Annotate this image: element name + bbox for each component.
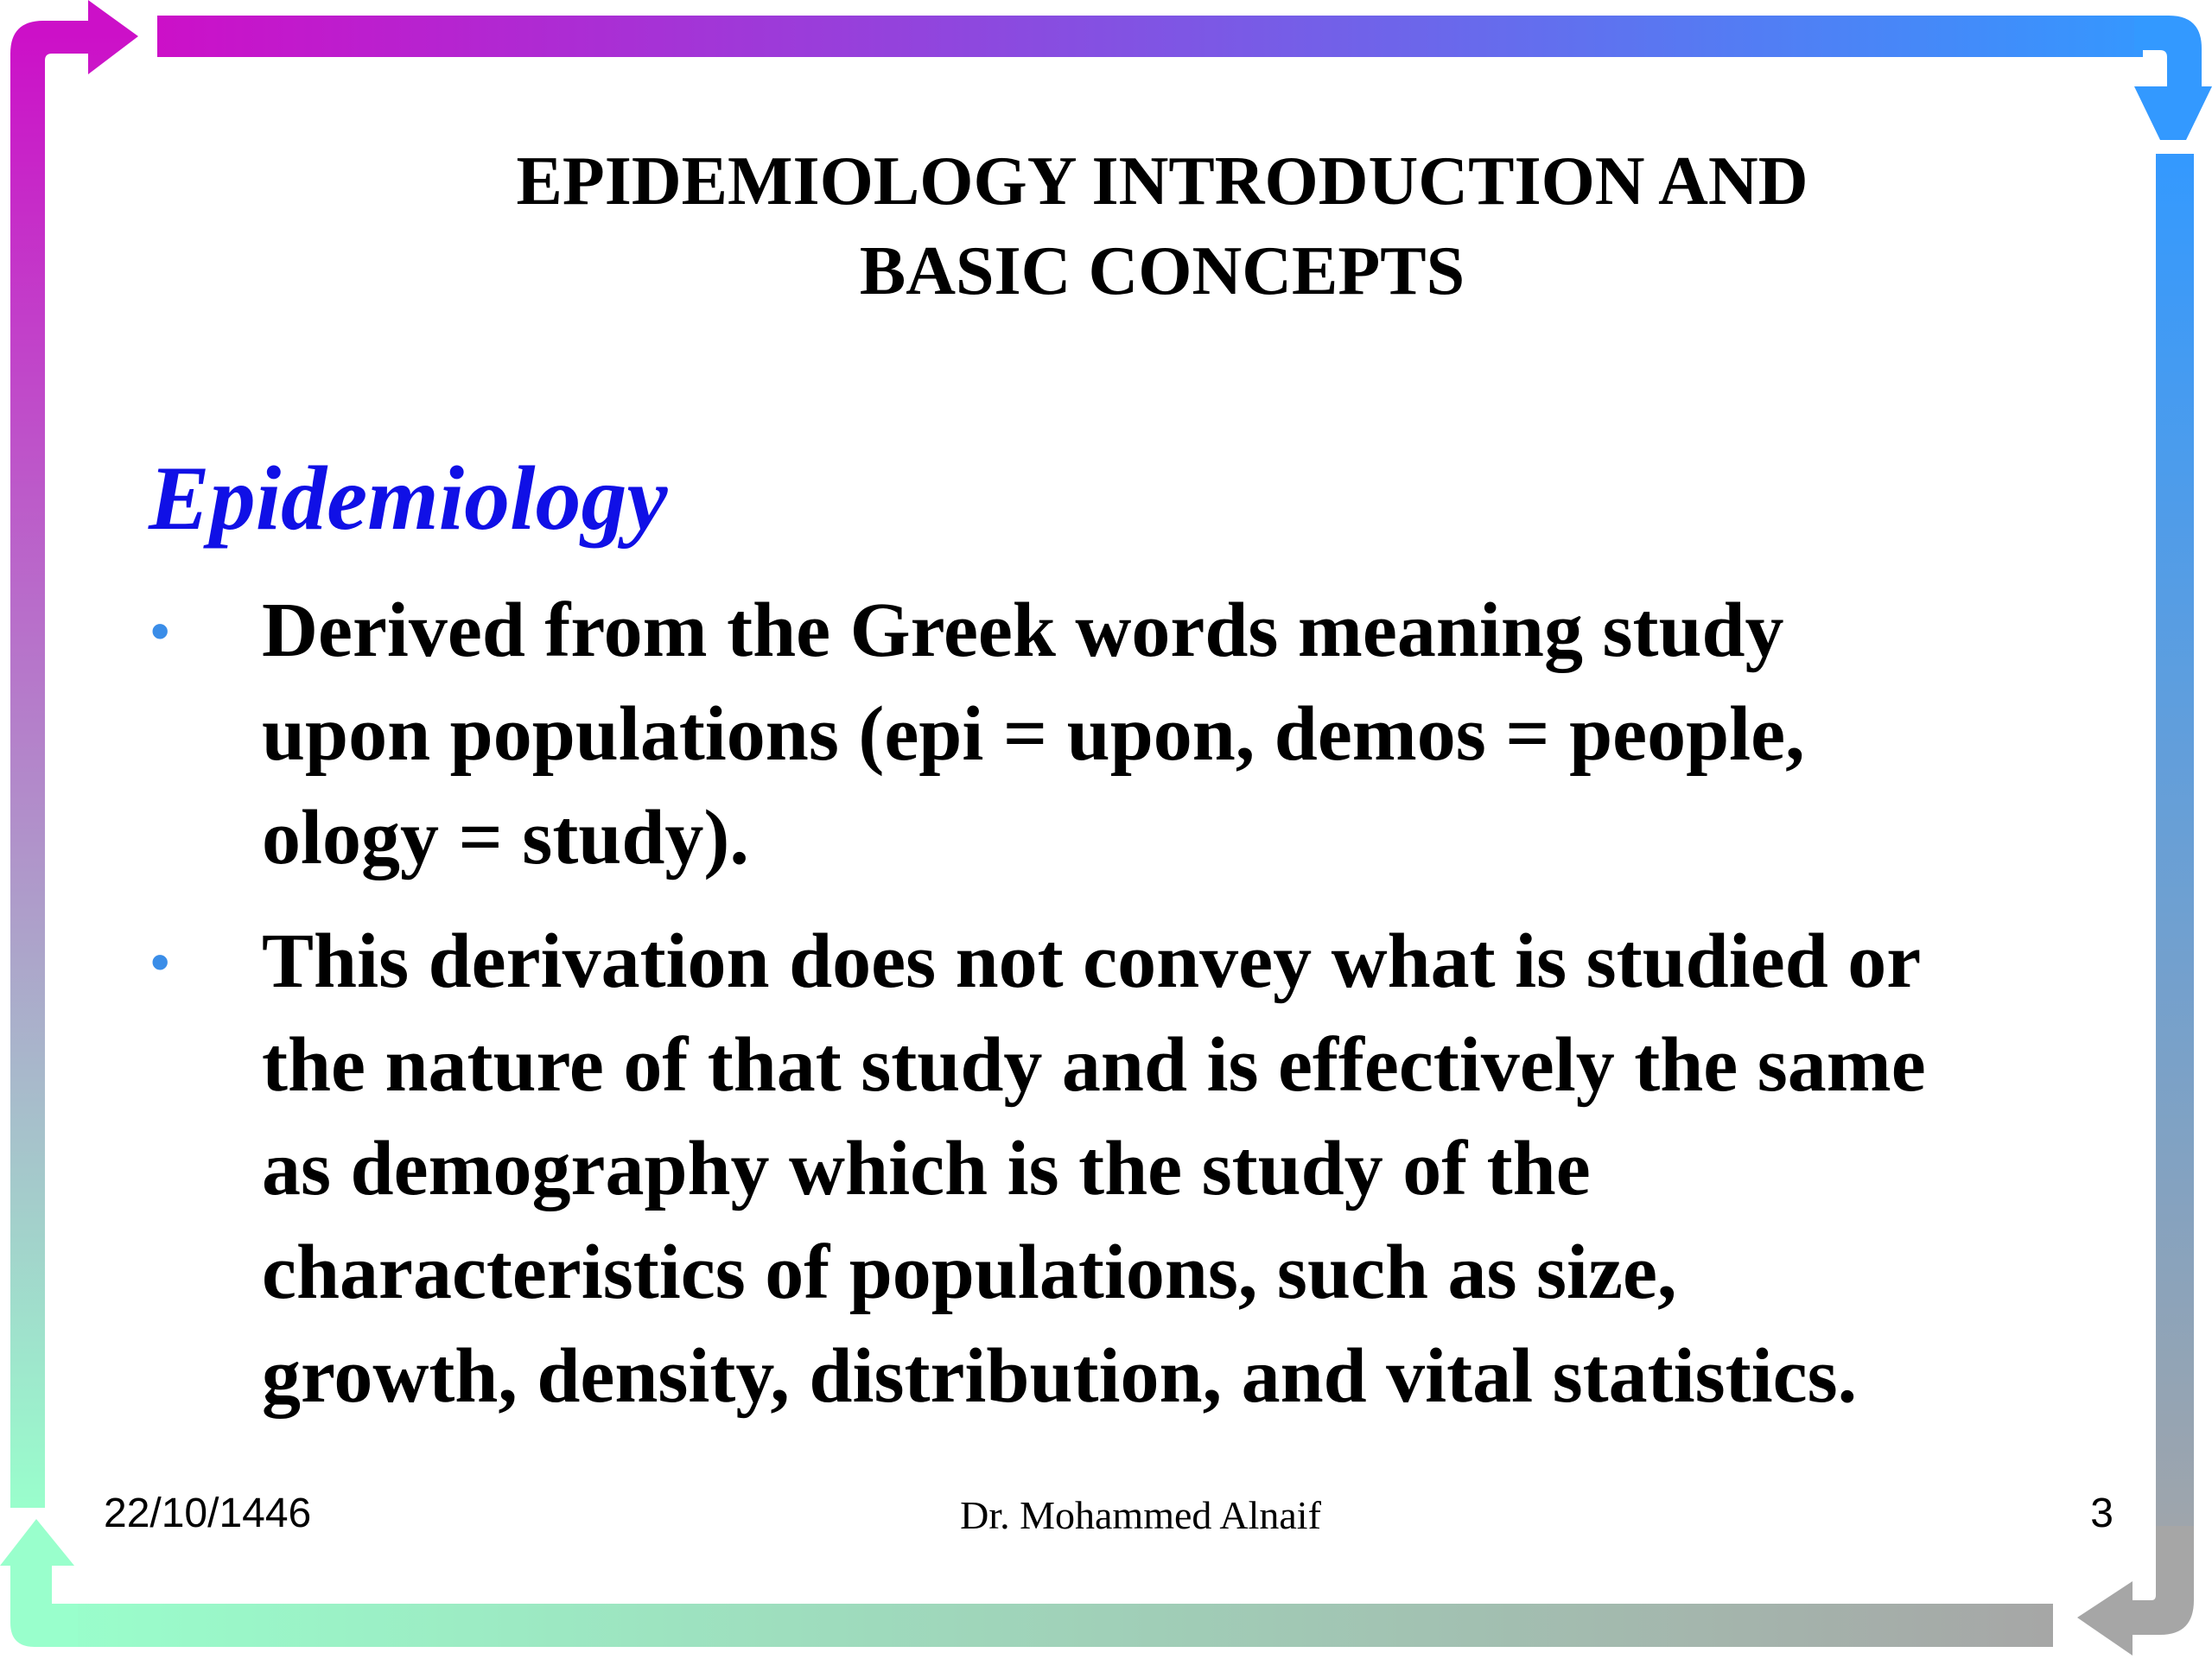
frame-bottom-bar [35,1604,2053,1647]
bullet-line: as demography which is the study of the [262,1126,1591,1211]
slide-title [259,137,2065,316]
title-line: BASIC CONCEPTS [859,233,1465,309]
page-number: 3 [2090,1491,2113,1536]
slide-subtitle: Epidemiology [149,448,668,549]
bullet-line: upon populations (epi = upon, demos = people, [262,691,1805,777]
bullet-line: growth, density, distribution, and vital statistics. [262,1333,1858,1419]
bullet-text [262,579,2163,890]
frame-top-bar [157,16,2143,57]
arrow-left-icon [2077,1526,2194,1656]
bullet-line: This derivation does not convey what is studied or [262,918,1922,1004]
footer-date: 22/10/1446 [104,1491,312,1536]
bullet-list [0,579,2212,1448]
bullet-item [0,910,2212,1428]
bullet-item [0,579,2212,890]
bullet-line: ology = study). [262,795,749,880]
bullet-icon: • [150,931,170,993]
bullet-icon: • [150,600,170,662]
arrow-down-icon [2134,16,2212,140]
bullet-line: the nature of that study and is effectively the same [262,1022,1926,1108]
title-line: EPIDEMIOLOGY INTRODUCTION AND [516,143,1808,219]
footer-author: Dr. Mohammed Alnaif [960,1493,1321,1537]
bullet-line: characteristics of populations, such as size, [262,1230,1677,1315]
bullet-text [262,910,2163,1428]
bullet-line: Derived from the Greek words meaning study [262,588,1784,673]
